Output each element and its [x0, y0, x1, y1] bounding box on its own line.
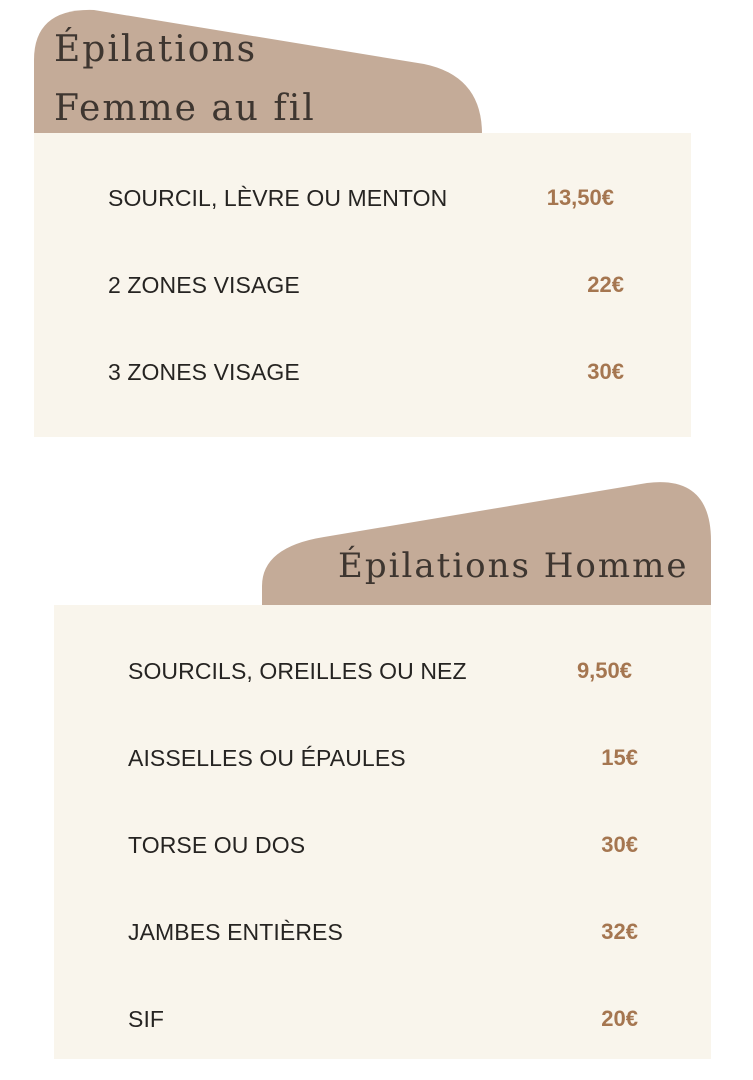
service-name: TORSE OU DOS — [128, 832, 306, 858]
service-price: 30€ — [587, 359, 624, 384]
femme-price-card — [34, 133, 691, 437]
homme-title: Épilations Homme — [338, 546, 689, 586]
service-price: 22€ — [587, 272, 624, 297]
homme-price-card — [54, 605, 711, 1059]
femme-title-line-1: Épilations — [54, 29, 258, 70]
list-item — [128, 654, 638, 688]
list-item — [108, 268, 624, 302]
service-name: JAMBES ENTIÈRES — [128, 919, 343, 945]
service-price: 9,50€ — [576, 658, 632, 683]
list-item — [128, 828, 638, 862]
service-price: 30€ — [601, 832, 638, 857]
femme-title-line-2: Femme au fil — [54, 88, 316, 129]
service-name: 3 ZONES VISAGE — [108, 359, 300, 385]
list-item — [108, 181, 618, 215]
service-name: SIF — [128, 1006, 165, 1032]
service-price: 13,50€ — [546, 185, 614, 210]
service-name: SOURCILS, OREILLES OU NEZ — [128, 658, 467, 684]
service-price: 32€ — [601, 919, 638, 944]
list-item — [128, 741, 638, 775]
service-price: 20€ — [601, 1006, 638, 1031]
service-name: SOURCIL, LÈVRE OU MENTON — [108, 185, 448, 211]
list-item — [128, 1002, 638, 1036]
service-name: AISSELLES OU ÉPAULES — [128, 745, 406, 771]
list-item — [128, 915, 638, 949]
list-item — [108, 355, 624, 389]
service-price: 15€ — [601, 745, 638, 770]
service-name: 2 ZONES VISAGE — [108, 272, 300, 298]
